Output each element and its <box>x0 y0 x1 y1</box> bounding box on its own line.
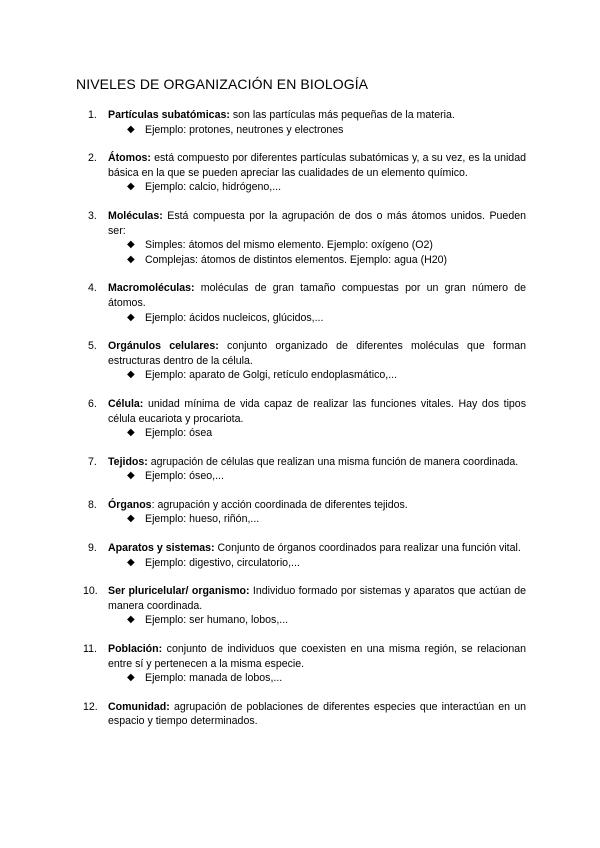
sub-item-text: Ejemplo: óseo,... <box>145 470 224 483</box>
item-text <box>108 498 526 513</box>
levels-list <box>0 108 600 729</box>
item-description: Está compuesta por la agrupación de dos o más átomos unidos. Pueden ser: <box>108 209 526 237</box>
diamond-bullet-icon: ◆ <box>127 614 135 626</box>
sub-item-text: Ejemplo: ácidos nucleicos, glúcidos,... <box>145 311 324 324</box>
sub-item <box>127 253 545 268</box>
item-number: 5. <box>88 340 97 353</box>
item-text <box>108 455 526 470</box>
list-item <box>0 455 600 484</box>
item-text <box>108 541 526 556</box>
sub-item <box>127 426 545 441</box>
item-text <box>108 281 526 310</box>
item-text <box>108 584 526 613</box>
item-term: Macromoléculas: <box>108 282 195 295</box>
list-item <box>0 339 600 383</box>
list-item <box>0 281 600 325</box>
sub-item <box>127 238 545 253</box>
sub-item <box>127 123 545 138</box>
item-number: 7. <box>88 455 97 468</box>
item-text <box>108 339 526 368</box>
item-number: 9. <box>88 542 97 555</box>
item-term: Átomos: <box>108 152 151 165</box>
diamond-bullet-icon: ◆ <box>127 239 135 251</box>
diamond-bullet-icon: ◆ <box>127 123 135 135</box>
sub-item-text: Complejas: átomos de distintos elementos. Ejemplo: agua (H20) <box>145 253 448 266</box>
item-term: Comunidad: <box>108 700 170 713</box>
sub-item-text: Ejemplo: calcio, hidrógeno,... <box>145 181 282 194</box>
sub-item-text: Ejemplo: hueso, riñón,... <box>145 513 260 526</box>
list-item <box>0 209 600 267</box>
sub-item <box>127 556 545 571</box>
item-text <box>108 397 526 426</box>
sub-item-text: Ejemplo: protones, neutrones y electrones <box>145 123 344 136</box>
item-description: moléculas de gran tamaño compuestas por un gran número de átomos. <box>108 282 526 309</box>
item-description: está compuesto por diferentes partículas subatómicas y, a su vez, es la unidad básica en la que se pueden apreciar las cualidades de un elemento químico. <box>108 152 526 179</box>
item-description: : agrupación y acción coordinada de diferentes tejidos. <box>151 498 408 511</box>
list-item <box>0 498 600 527</box>
item-number: 12. <box>83 700 98 713</box>
sub-item-text: Ejemplo: ósea <box>145 427 213 440</box>
item-term: Aparatos y sistemas: <box>108 542 215 555</box>
item-text <box>108 209 526 238</box>
sub-item <box>127 671 545 686</box>
item-number: 8. <box>88 498 97 511</box>
item-description: conjunto organizado de diferentes moléculas que forman estructuras dentro de la célula. <box>108 340 526 367</box>
sub-item-text: Ejemplo: aparato de Golgi, retículo endoplasmático,... <box>145 369 398 382</box>
item-description: unidad mínima de vida capaz de realizar las funciones vitales. Hay dos tipos célula eucariota y procariota. <box>108 397 526 425</box>
page-title: NIVELES DE ORGANIZACIÓN EN BIOLOGÍA <box>76 76 369 92</box>
item-text <box>108 642 526 671</box>
item-text <box>108 700 526 729</box>
sub-item-text: Ejemplo: digestivo, circulatorio,... <box>145 556 300 569</box>
list-item <box>0 541 600 570</box>
item-number: 10. <box>83 585 98 598</box>
sub-item <box>127 311 545 326</box>
sub-item-text: Ejemplo: ser humano, lobos,... <box>145 614 289 627</box>
sub-item <box>127 613 545 628</box>
item-number: 4. <box>88 282 97 295</box>
item-term: Población: <box>108 643 163 656</box>
item-term: Órganos <box>108 498 152 511</box>
diamond-bullet-icon: ◆ <box>127 427 135 439</box>
item-number: 3. <box>88 209 97 222</box>
item-description: conjunto de individuos que coexisten en una misma región, se relacionan entre sí y pertenecen a la misma especie. <box>108 643 526 670</box>
diamond-bullet-icon: ◆ <box>127 513 135 525</box>
item-term: Moléculas: <box>108 209 163 222</box>
diamond-bullet-icon: ◆ <box>127 311 135 323</box>
diamond-bullet-icon: ◆ <box>127 470 135 482</box>
item-term: Tejidos: <box>108 455 148 468</box>
diamond-bullet-icon: ◆ <box>127 369 135 381</box>
item-description: Individuo formado por sistemas y aparatos que actúan de manera coordinada. <box>108 585 526 612</box>
item-description: Conjunto de órganos coordinados para realizar una función vital. <box>214 542 521 555</box>
item-text <box>108 108 526 123</box>
diamond-bullet-icon: ◆ <box>127 672 135 684</box>
list-item <box>0 108 600 137</box>
sub-item <box>127 180 545 195</box>
sub-item-text: Ejemplo: manada de lobos,... <box>145 672 283 685</box>
item-term: Partículas subatómicas: <box>108 109 230 121</box>
sub-item <box>127 368 545 383</box>
diamond-bullet-icon: ◆ <box>127 181 135 193</box>
list-item <box>0 642 600 686</box>
item-description: son las partículas más pequeñas de la materia. <box>229 109 455 121</box>
item-description: agrupación de células que realizan una misma función de manera coordinada. <box>147 455 519 468</box>
item-number: 1. <box>88 109 97 121</box>
item-text <box>108 151 526 180</box>
list-item <box>0 397 600 441</box>
item-number: 2. <box>88 152 97 165</box>
diamond-bullet-icon: ◆ <box>127 556 135 568</box>
sub-item-text: Simples: átomos del mismo elemento. Ejemplo: oxígeno (O2) <box>145 239 433 252</box>
list-item <box>0 151 600 195</box>
diamond-bullet-icon: ◆ <box>127 253 135 265</box>
item-term: Orgánulos celulares: <box>108 340 219 353</box>
item-number: 6. <box>88 397 97 410</box>
item-term: Ser pluricelular/ organismo: <box>108 585 250 598</box>
item-term: Célula: <box>108 397 144 410</box>
item-description: agrupación de poblaciones de diferentes especies que interactúan en un espacio y tiempo determinados. <box>108 700 526 728</box>
list-item <box>0 700 600 729</box>
list-item <box>0 584 600 628</box>
sub-item <box>127 512 545 527</box>
item-number: 11. <box>83 643 97 656</box>
sub-item <box>127 469 545 484</box>
